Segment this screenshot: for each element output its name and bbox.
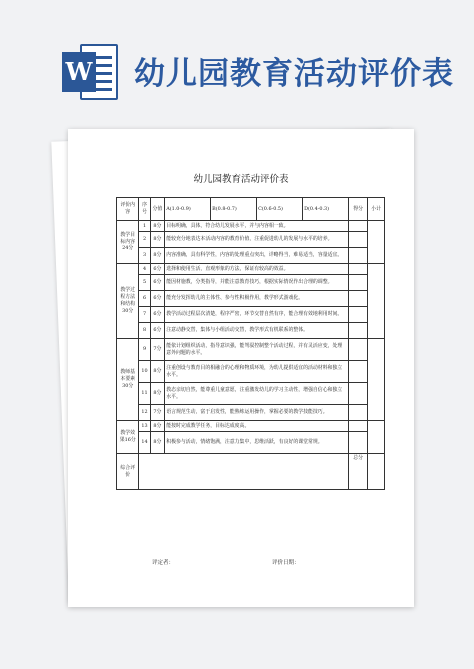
criteria-cell: 选择和使用生活，直观形象的方法，保证有较高的效益。 [165,264,349,275]
points-cell[interactable] [349,432,368,454]
word-badge: W [62,52,96,92]
header-level-a: A(1.0-0.9) [165,198,211,221]
table-row [117,248,385,264]
total-label: 总分 [349,454,368,490]
document-page [68,129,414,607]
date-label: 评价日期： [272,560,300,566]
seq-cell: 6 [139,291,150,307]
word-document-icon [62,42,120,106]
seq-cell: 13 [139,421,150,432]
points-cell[interactable] [349,291,368,307]
criteria-cell: 语言规范生动，富于启发性，能熟练运用操作，掌握必要的教学技能技巧。 [165,405,349,421]
seq-cell: 1 [139,221,150,232]
score-cell: 6分 [150,275,165,291]
group-name-cell: 教师基本要素30分 [117,339,139,421]
overall-row [117,454,385,490]
group-name-cell: 教学效果16分 [117,421,139,454]
evaluator-label: 评定者： [152,560,175,566]
seq-cell: 14 [139,432,150,454]
points-cell[interactable] [349,339,368,361]
table-row [117,323,385,339]
seq-cell: 8 [139,323,150,339]
seq-cell: 5 [139,275,150,291]
points-cell[interactable] [349,405,368,421]
score-cell: 8分 [150,221,165,232]
banner [0,0,474,130]
score-cell: 6分 [150,307,165,323]
table-row [117,307,385,323]
criteria-cell: 注重创设与教育目的相融合的心理和物质环境，为幼儿提供适宜的活动材料和独立水平。 [165,361,349,383]
subtotal-cell[interactable] [368,421,385,454]
criteria-cell: 能按时完成教学任务，目标达成度高。 [165,421,349,432]
document-title: 幼儿园教育活动评价表 [193,174,289,185]
criteria-cell: 积极参与活动，情绪饱满，注意力集中，思维活跃，有良好的课堂常规。 [165,432,349,454]
points-cell[interactable] [349,323,368,339]
seq-cell: 10 [139,361,150,383]
score-cell: 8分 [150,232,165,248]
group-name-cell: 教学过程方法和结构30分 [117,264,139,339]
criteria-cell: 注意动静交替，集体与小组活动交替，教学形式有机联系的整体。 [165,323,349,339]
points-cell[interactable] [349,361,368,383]
points-cell[interactable] [349,232,368,248]
points-cell[interactable] [349,221,368,232]
header-subtotal: 小计 [368,198,385,221]
overall-comment-cell[interactable] [139,454,349,490]
criteria-cell: 目标明确，具体，符合幼儿发展水平，并与内容相一致。 [165,221,349,232]
points-cell[interactable] [349,421,368,432]
seq-cell: 9 [139,339,150,361]
header-content: 评价内容 [117,198,139,221]
total-value-cell[interactable] [368,454,385,490]
overall-label: 综合评价 [117,454,139,490]
table-row [117,291,385,307]
score-cell: 8分 [150,383,165,405]
points-cell[interactable] [349,275,368,291]
table-row [117,232,385,248]
table-row [117,339,385,361]
criteria-cell: 教学活动过程层次清楚，程序严密，环节交替自然有序，能合理有效地利用时间。 [165,307,349,323]
criteria-cell: 内容准确，具有科学性，内容的处理重点突出，详略得当，难易适当，容量适宜。 [165,248,349,264]
table-row [117,221,385,232]
score-cell: 7分 [150,339,165,361]
score-cell: 7分 [150,405,165,421]
points-cell[interactable] [349,383,368,405]
evaluation-table [116,197,385,490]
criteria-cell: 教态亲切自然，能尊重儿童意愿，注重激发幼儿的学习主动性，增强自信心和独立水平。 [165,383,349,405]
score-cell: 6分 [150,291,165,307]
score-cell: 6分 [150,323,165,339]
seq-cell: 11 [139,383,150,405]
table-row [117,432,385,454]
subtotal-cell[interactable] [368,339,385,421]
subtotal-cell[interactable] [368,221,385,264]
table-row [117,275,385,291]
table-row [117,264,385,275]
banner-title: 幼儿园教育活动评价表 [134,56,454,92]
table-row [117,405,385,421]
score-cell: 8分 [150,361,165,383]
criteria-cell: 能依计划组织活动，指导意识强，能驾驭控制整个活动过程，并有灵活应变，处理意外问题的水平。 [165,339,349,361]
header-level-c: C(0.6-0.5) [257,198,303,221]
points-cell[interactable] [349,248,368,264]
table-row [117,421,385,432]
score-cell: 8分 [150,248,165,264]
subtotal-cell[interactable] [368,264,385,339]
seq-cell: 3 [139,248,150,264]
header-level-d: D(0.4-0.3) [303,198,349,221]
header-seq: 序号 [139,198,150,221]
group-name-cell: 教学目标内容24分 [117,221,139,264]
points-cell[interactable] [349,307,368,323]
seq-cell: 7 [139,307,150,323]
table-row [117,361,385,383]
points-cell[interactable] [349,264,368,275]
seq-cell: 12 [139,405,150,421]
header-score: 分值 [150,198,165,221]
score-cell: 6分 [150,264,165,275]
score-cell: 8分 [150,421,165,432]
seq-cell: 2 [139,232,150,248]
criteria-cell: 能因材施教，分类指导，并能注意教育技巧，根据实际情况作出合理的调整。 [165,275,349,291]
table-header-row [117,198,385,221]
table-row [117,383,385,405]
seq-cell: 4 [139,264,150,275]
score-cell: 8分 [150,432,165,454]
header-points: 得分 [349,198,368,221]
criteria-cell: 能充分发挥幼儿的主体性、参与性积极作用，教学形式游戏化。 [165,291,349,307]
criteria-cell: 能较充分地表达本活动内容的教育价值，注重促进幼儿的发展与水平的培养。 [165,232,349,248]
header-level-b: B(0.8-0.7) [211,198,257,221]
